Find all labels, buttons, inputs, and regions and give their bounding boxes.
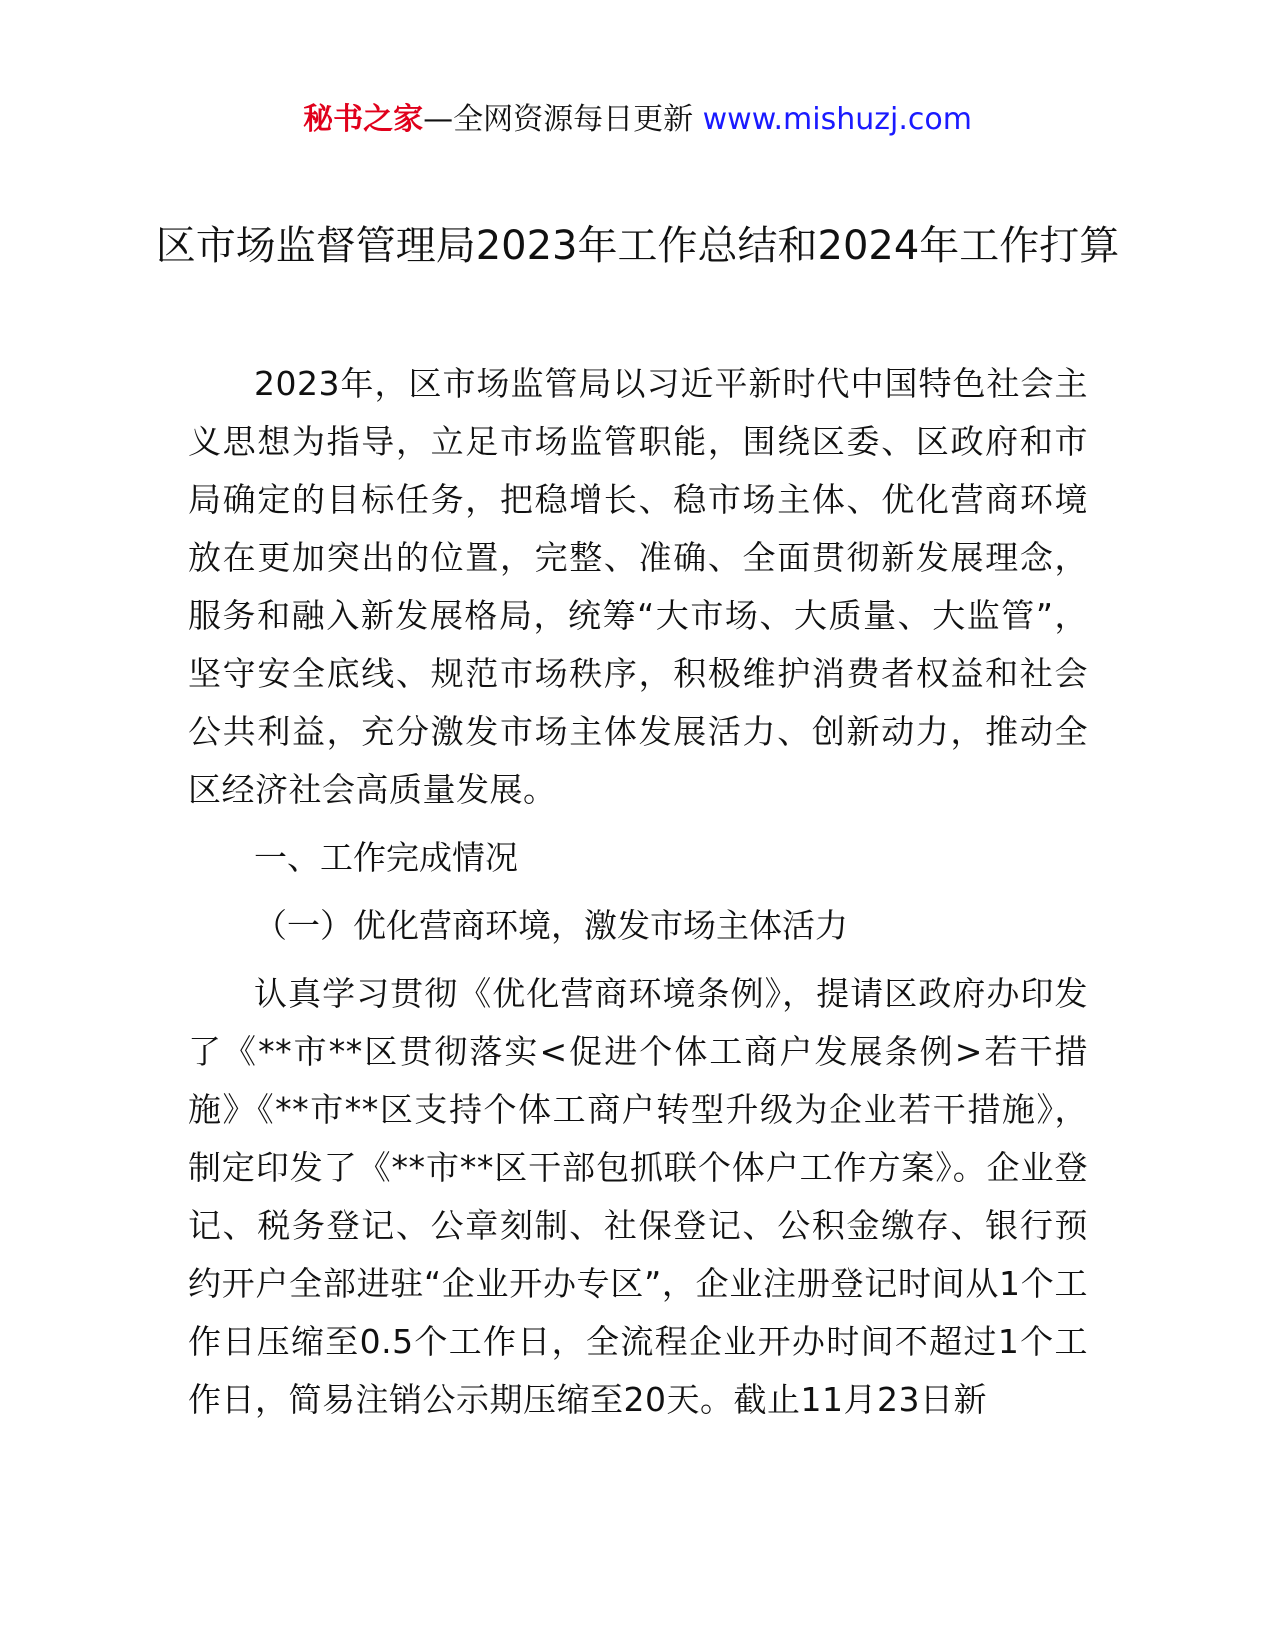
subsection-heading: （一）优化营商环境，激发市场主体活力 — [254, 906, 848, 945]
header-tagline: —全网资源每日更新 — [423, 102, 694, 137]
document-body — [188, 355, 1088, 1429]
intro-paragraph: 2023年，区市场监管局以习近平新时代中国特色社会主义思想为指导，立足市场监管职能，围绕区委、区政府和市局确定的目标任务，把稳增长、稳市场主体、优化营商环境放在更加突出的位置，完整、准确、全面贯彻新发展理念，服务和融入新发展格局，统筹“大市场、大质量、大监管”，坚守安全底线、规范市场秩序，积极维护消费者权益和社会公共利益，充分激发市场主体发展活力、创新动力，推动全区经济社会高质量发展。 — [188, 364, 1088, 809]
site-header — [0, 100, 1275, 140]
detail-paragraph: 认真学习贯彻《优化营商环境条例》，提请区政府办印发了《**市**区贯彻落实<促进个体工商户发展条例>若干措施》《**市**区支持个体工商户转型升级为企业若干措施》，制定印发了《**市**区干部包抓联个体户工作方案》。企业登记、税务登记、公章刻制、社保登记、公积金缴存、银行预约开户全部进驻“企业开办专区”，企业注册登记时间从1个工作日压缩至0.5个工作日，全流程企业开办时间不超过1个工作日，简易注销公示期压缩至20天。截止11月23日新 — [188, 974, 1088, 1419]
document-title: 区市场监督管理局2023年工作总结和2024年工作打算 — [155, 223, 1120, 269]
section-heading: 一、工作完成情况 — [254, 838, 518, 877]
site-url-link[interactable]: www.mishuzj.com — [702, 102, 972, 137]
brand-name: 秘书之家 — [303, 102, 424, 137]
